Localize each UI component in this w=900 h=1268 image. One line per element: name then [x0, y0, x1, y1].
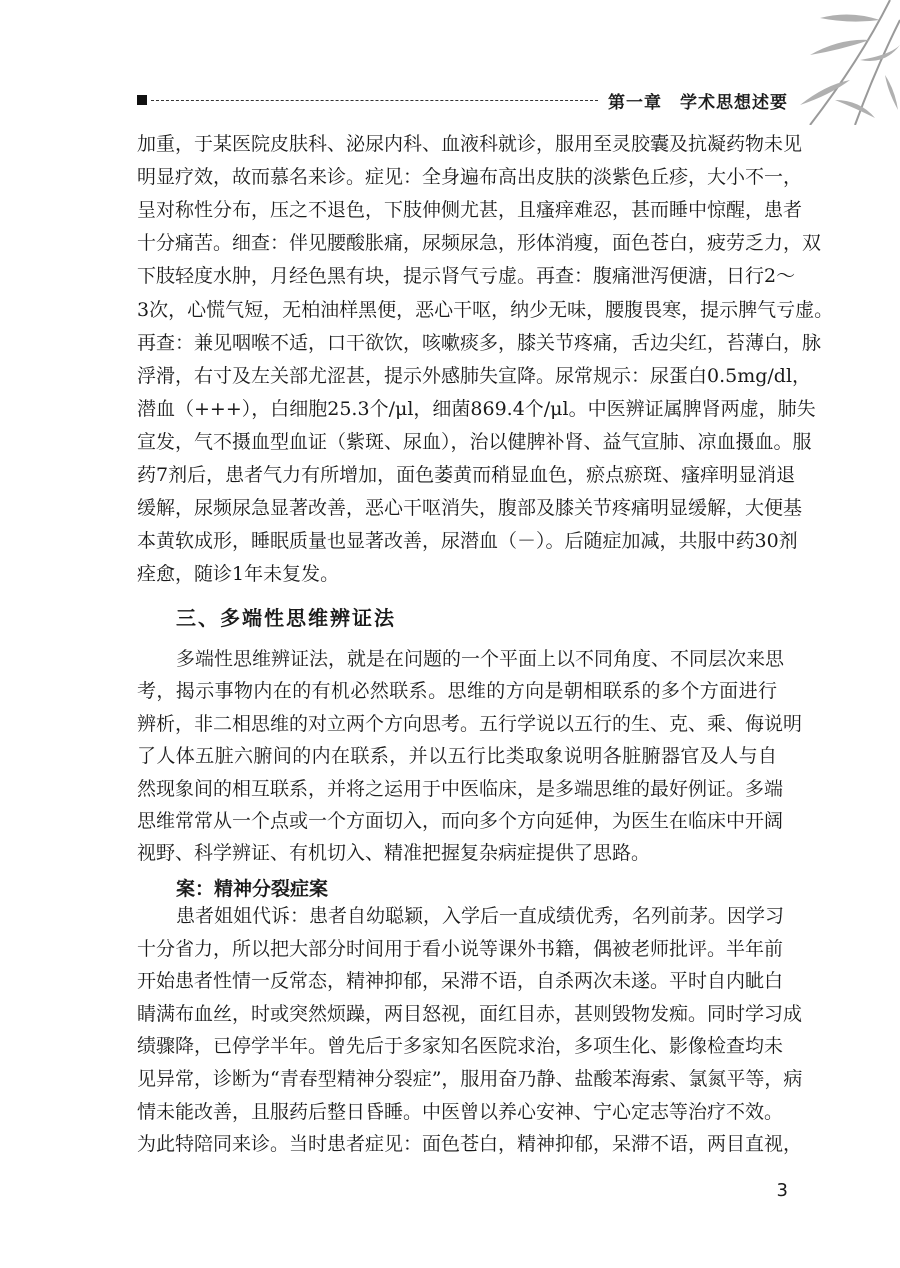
- text-line: 浮滑，右寸及左关部尤涩甚，提示外感肺失宣降。尿常规示：尿蛋白0.5mg/dl，: [137, 364, 812, 387]
- text-line: 宣发，气不摄血型血证（紫斑、尿血），治以健脾补肾、益气宣肺、凉血摄血。服: [137, 430, 812, 453]
- text-line: 绩骤降，已停学半年。曾先后于多家知名医院求治，多项生化、影像检查均未: [137, 1035, 784, 1058]
- text-line: 加重，于某医院皮肤科、泌尿内科、血液科就诊，服用至灵胶囊及抗凝药物未见: [137, 133, 803, 155]
- text-line: 药7剂后，患者气力有所增加，面色萎黄而稍显血色，瘀点瘀斑、瘙痒明显消退: [137, 464, 796, 486]
- header-square-marker: [137, 95, 147, 105]
- section-heading: 三、多端性思维辨证法: [176, 606, 396, 630]
- text-line: 呈对称性分布，压之不退色，下肢伸侧尤甚，且瘙痒难忍，甚而睡中惊醒，患者: [137, 199, 803, 222]
- text-line: 视野、科学辨证、有机切入、精准把握复杂病症提供了思路。: [137, 842, 651, 865]
- text-line: 患者姐姐代诉：患者自幼聪颖，入学后一直成绩优秀，名列前茅。因学习: [176, 905, 785, 927]
- text-line: 然现象间的相互联系，并将之运用于中医临床，是多端思维的最好例证。多端: [137, 777, 784, 800]
- text-line: 明显疗效，故而慕名来诊。症见：全身遍布高出皮肤的淡紫色丘疹，大小不一，: [137, 166, 803, 189]
- text-line: 痊愈，随诊1年未复发。: [137, 563, 340, 586]
- page-number: 3: [776, 1180, 788, 1201]
- text-line: 考，揭示事物内在的有机必然联系。思维的方向是朝相联系的多个方面进行: [137, 680, 777, 703]
- text-line: 睛满布血丝，时或突然烦躁，两目怒视，面红目赤，甚则毁物发痴。同时学习成: [137, 1002, 803, 1025]
- text-line: 潜血（+++），白细胞25.3个/μl，细菌869.4个/μl。中医辨证属脾肾两虚，肺失: [137, 397, 816, 420]
- text-line: 情未能改善，且服药后整日昏睡。中医曾以养心安神、宁心定志等治疗不效。: [137, 1100, 784, 1123]
- header-chapter: 第一章: [608, 93, 662, 113]
- text-line: 开始患者性情一反常态，精神抑郁，呆滞不语，自杀两次未遂。平时自内眦白: [137, 970, 784, 993]
- header-dashed-rule: [151, 100, 598, 101]
- text-line: 十分省力，所以把大部分时间用于看小说等课外书籍，偶被老师批评。半年前: [137, 937, 784, 960]
- text-line: 见异常，诊断为“青春型精神分裂症”，服用奋乃静、盐酸苯海索、氯氮平等，病: [137, 1068, 803, 1090]
- text-line: 多端性思维辨证法，就是在问题的一个平面上以不同角度、不同层次来思: [176, 648, 785, 670]
- text-line: 了人体五脏六腑间的内在联系，并以五行比类取象说明各脏腑器官及人与自: [137, 745, 777, 768]
- text-line: 思维常常从一个点或一个方面切入，而向多个方向延伸，为医生在临床中开阔: [137, 810, 784, 832]
- text-line: 十分痛苦。细查：伴见腰酸胀痛，尿频尿急，形体消瘦，面色苍白，疲劳乏力，双: [137, 232, 822, 255]
- running-header: [137, 88, 788, 112]
- text-line: 再查：兼见咽喉不适，口干欲饮，咳嗽痰多，膝关节疼痛，舌边尖红，苔薄白，脉: [137, 331, 822, 354]
- text-line: 缓解，尿频尿急显著改善，恶心干呕消失，腹部及膝关节疼痛明显缓解，大便基: [137, 497, 803, 520]
- text-line: 本黄软成形，睡眠质量也显著改善，尿潜血（－）。后随症加减，共服中药30剂: [137, 530, 798, 553]
- text-line: 为此特陪同来诊。当时患者症见：面色苍白，精神抑郁，呆滞不语，两目直视，: [137, 1133, 803, 1156]
- text-line: 辨析，非二相思维的对立两个方向思考。五行学说以五行的生、克、乘、侮说明: [137, 712, 803, 735]
- header-title: [608, 88, 788, 113]
- case-title: 案：精神分裂症案: [176, 878, 329, 900]
- text-line: 3次，心慌气短，无柏油样黑便，恶心干呕，纳少无味，腰腹畏寒，提示脾气亏虚。: [137, 298, 834, 321]
- header-chapter-title: 学术思想述要: [680, 93, 788, 113]
- text-line: 下肢轻度水肿，月经色黑有块，提示肾气亏虚。再查：腹痛泄泻便溏，日行2～: [137, 265, 796, 288]
